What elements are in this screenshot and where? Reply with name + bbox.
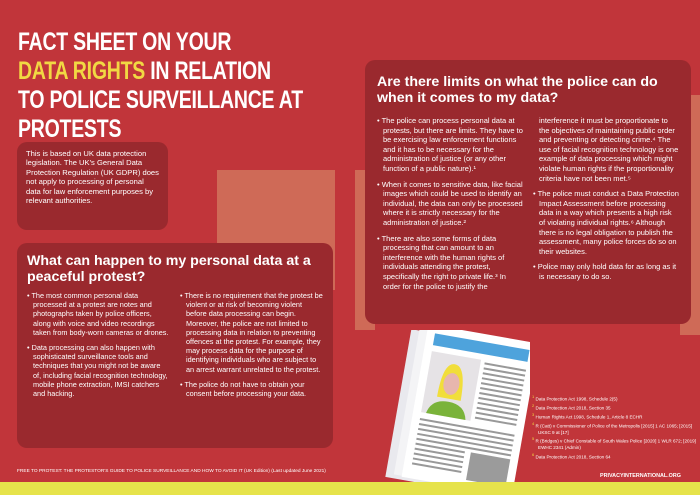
footnote	[532, 452, 697, 461]
footnote	[532, 436, 697, 451]
footnote-text: Data Protection Act 2018, Section 64	[535, 454, 611, 460]
footnote-text: Data Protection Act 1998, Schedule 2(5)	[535, 396, 618, 402]
section-heading: What can happen to my personal data at a peaceful protest?	[27, 253, 311, 285]
bottom-bar	[0, 482, 700, 495]
title-text: IN RELATION	[145, 57, 271, 85]
footnote	[532, 421, 697, 436]
footnote-text: Data Protection Act 2018, Section 35	[535, 405, 611, 411]
bullet: • The police must conduct a Data Protection Impact Assessment before processing data in a way which presents a high risk of violating individual rights.⁶ Although there is no legal obligation to publish the assessment, many police forces do so on their websites.	[533, 189, 679, 256]
title-line	[18, 57, 303, 86]
footnote-number: 5	[532, 436, 535, 442]
footer-text: FREE TO PROTEST: THE PROTESTOR'S GUIDE TO POLICE SURVEILLANCE AND HOW TO AVOID IT (UK Edition) (Last updated June 2021)	[17, 469, 326, 474]
title-line: FACT SHEET ON YOUR	[18, 28, 232, 56]
bullet-continued: interference it must be proportionate to the objectives of maintaining public order and preventing or detecting crime.⁴ The use of facial recognition technology is one example of data processing which might violate human rights if the proportionality criteria have not been met.⁵	[539, 116, 679, 183]
footnote-number: 6	[532, 451, 535, 457]
footnote-number: 3	[532, 411, 535, 417]
title-line: TO POLICE SURVEILLANCE AT	[18, 86, 303, 114]
title-line: PROTESTS	[18, 115, 122, 143]
personal-data-section	[17, 243, 333, 448]
bullet: • There are also some forms of data processing that can amount to an interference with the human rights of individuals attending the protest, specifically the right to private life.³ In order for the police to justify the	[377, 233, 506, 291]
footnote	[532, 403, 697, 412]
intro-box: This is based on UK data protection legislation. The UK's General Data Protection Regulation (UK GDPR) does not apply to processing of personal data for law enforcement purposes by relevant authorities.	[17, 142, 168, 230]
footnote	[532, 394, 697, 403]
bullet: • Data processing can also happen with sophisticated surveillance tools and techniques that you might not be aware of, including facial recognition technology, mobile phone extraction, IMSI catchers and hacking.	[27, 343, 168, 399]
footnote-number: 1	[532, 394, 535, 399]
bullet: • When it comes to sensitive data, like facial images which could be used to identify an individual, the data can only be processed where it is strictly necessary for the administration of justice.²	[377, 179, 523, 227]
footnote-text: Human Rights Act 1998, Schedule 1, Article 8 ECHR	[535, 414, 643, 420]
title-highlight: DATA RIGHTS	[18, 57, 146, 85]
org-link[interactable]: PRIVACYINTERNATIONAL.ORG	[600, 473, 681, 479]
footnote-number: 4	[532, 420, 535, 426]
bullet: • The most common personal data processed at a protest are notes and photographs taken by police officers, along with voice and video recordings taken from body-worn cameras or drones.	[27, 291, 169, 337]
newspaper-illustration	[380, 330, 530, 490]
bullet: • Police may only hold data for as long as it is necessary to do so.	[533, 262, 677, 281]
section-heading: Are there limits on what the police can do when it comes to my data?	[377, 74, 658, 106]
footnote-number: 2	[532, 402, 535, 408]
footnote-text: R (Catt) v Commissioner of Police of the Metropolis [2015] 1 AC 1065; [2015] UKSC 9 at [17]	[535, 423, 693, 435]
bullet: • The police do not have to obtain your consent before processing your data.	[180, 379, 307, 399]
police-limits-section	[365, 60, 691, 324]
bullet: • There is no requirement that the protest be violent or at risk of becoming violent before data processing can begin. Moreover, the police are not limited to processing data in relation to preventing offences at the protest. For example, they may process data for the purpose of identifying individuals who are subject to an arrest warrant unrelated to the protest.	[180, 291, 323, 374]
footnote-text: R (Bridges) v Chief Constable of South Wales Police [2020] 1 WLR 672; [2019] EWHC 2341 (Admin)	[535, 438, 696, 451]
page-title	[18, 28, 303, 144]
bullet: • The police can process personal data at protests, but there are limits. They have to be exercising law enforcement functions and it has to be necessary for the administration of justice (or any other function of a public nature).¹	[377, 116, 523, 173]
footnotes	[532, 394, 697, 460]
footnote	[532, 412, 697, 421]
